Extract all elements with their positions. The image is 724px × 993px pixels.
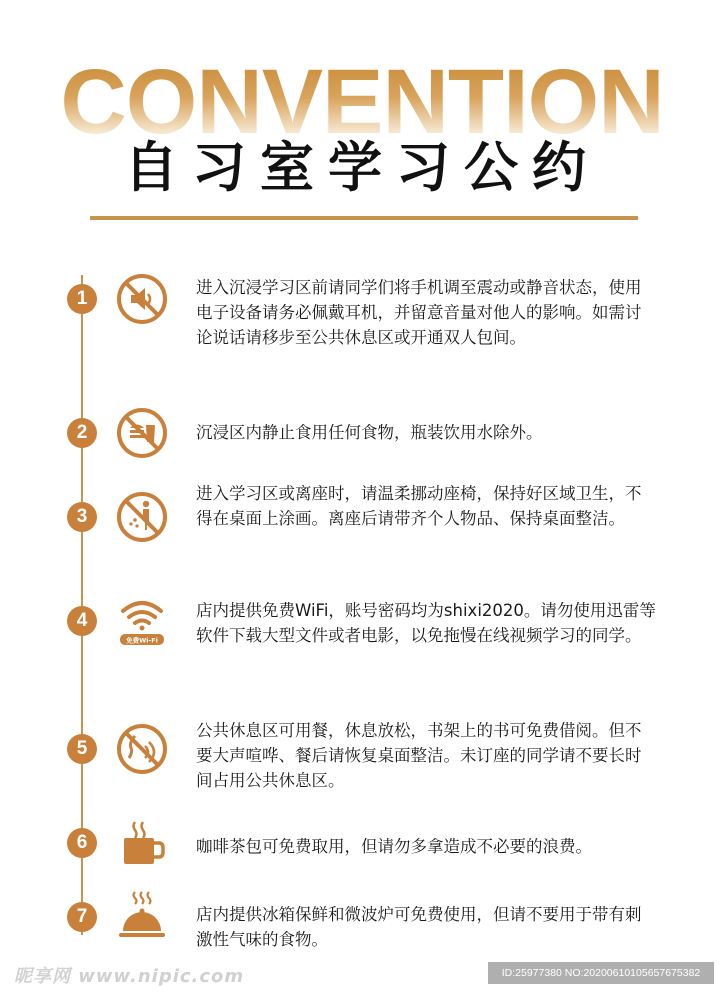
wifi-icon	[115, 592, 169, 646]
no-littering-icon	[115, 490, 169, 544]
rule-number-badge: 3	[67, 502, 97, 532]
wifi-icon-label: 免费Wi-Fi	[126, 636, 158, 645]
rule-text: 进入学习区或离座时，请温柔挪动座椅，保持好区域卫生，不得在桌面上涂画。离座后请带齐个人物品、保持桌面整洁。	[196, 484, 642, 528]
rule-text: 店内提供冰箱保鲜和微波炉可免费使用，但请不要用于带有刺激性气味的食物。	[196, 905, 642, 949]
rule-text: 沉浸区内静止食用任何食物，瓶装饮用水除外。	[196, 423, 543, 442]
rule-number-badge: 4	[67, 606, 97, 636]
rule-number-badge: 2	[67, 418, 97, 448]
no-noise-icon	[115, 722, 169, 776]
rule-number-badge: 5	[67, 734, 97, 764]
title-english: CONVENTION	[0, 56, 724, 148]
mute-prohibited-icon	[115, 272, 169, 326]
coffee-cup-icon	[115, 816, 169, 870]
rule-number-badge: 1	[67, 284, 97, 314]
food-cloche-icon	[115, 890, 169, 944]
rule-number-badge: 7	[67, 902, 97, 932]
title-chinese: 自习室学习公约	[124, 136, 600, 199]
rule-number-badge: 6	[67, 828, 97, 858]
watermark-id: ID:25977380 NO:20200610105657675382	[488, 962, 714, 984]
title-divider	[90, 216, 638, 220]
watermark-site: 昵享网 www.nipic.com	[14, 966, 245, 987]
no-food-icon	[115, 406, 169, 460]
rule-text: 进入沉浸学习区前请同学们将手机调至震动或静音状态，使用电子设备请务必佩戴耳机，并留意音量对他人的影响。如需讨论说话请移步至公共休息区或开通双人包间。	[196, 278, 642, 347]
rule-text: 店内提供免费WiFi，账号密码均为shixi2020。请勿使用迅雷等软件下载大型文件或者电影，以免拖慢在线视频学习的同学。	[196, 601, 656, 645]
rule-text: 咖啡茶包可免费取用，但请勿多拿造成不必要的浪费。	[196, 837, 592, 856]
rule-text: 公共休息区可用餐，休息放松，书架上的书可免费借阅。但不要大声喧哗、餐后请恢复桌面整洁。未订座的同学请不要长时间占用公共休息区。	[196, 721, 642, 790]
